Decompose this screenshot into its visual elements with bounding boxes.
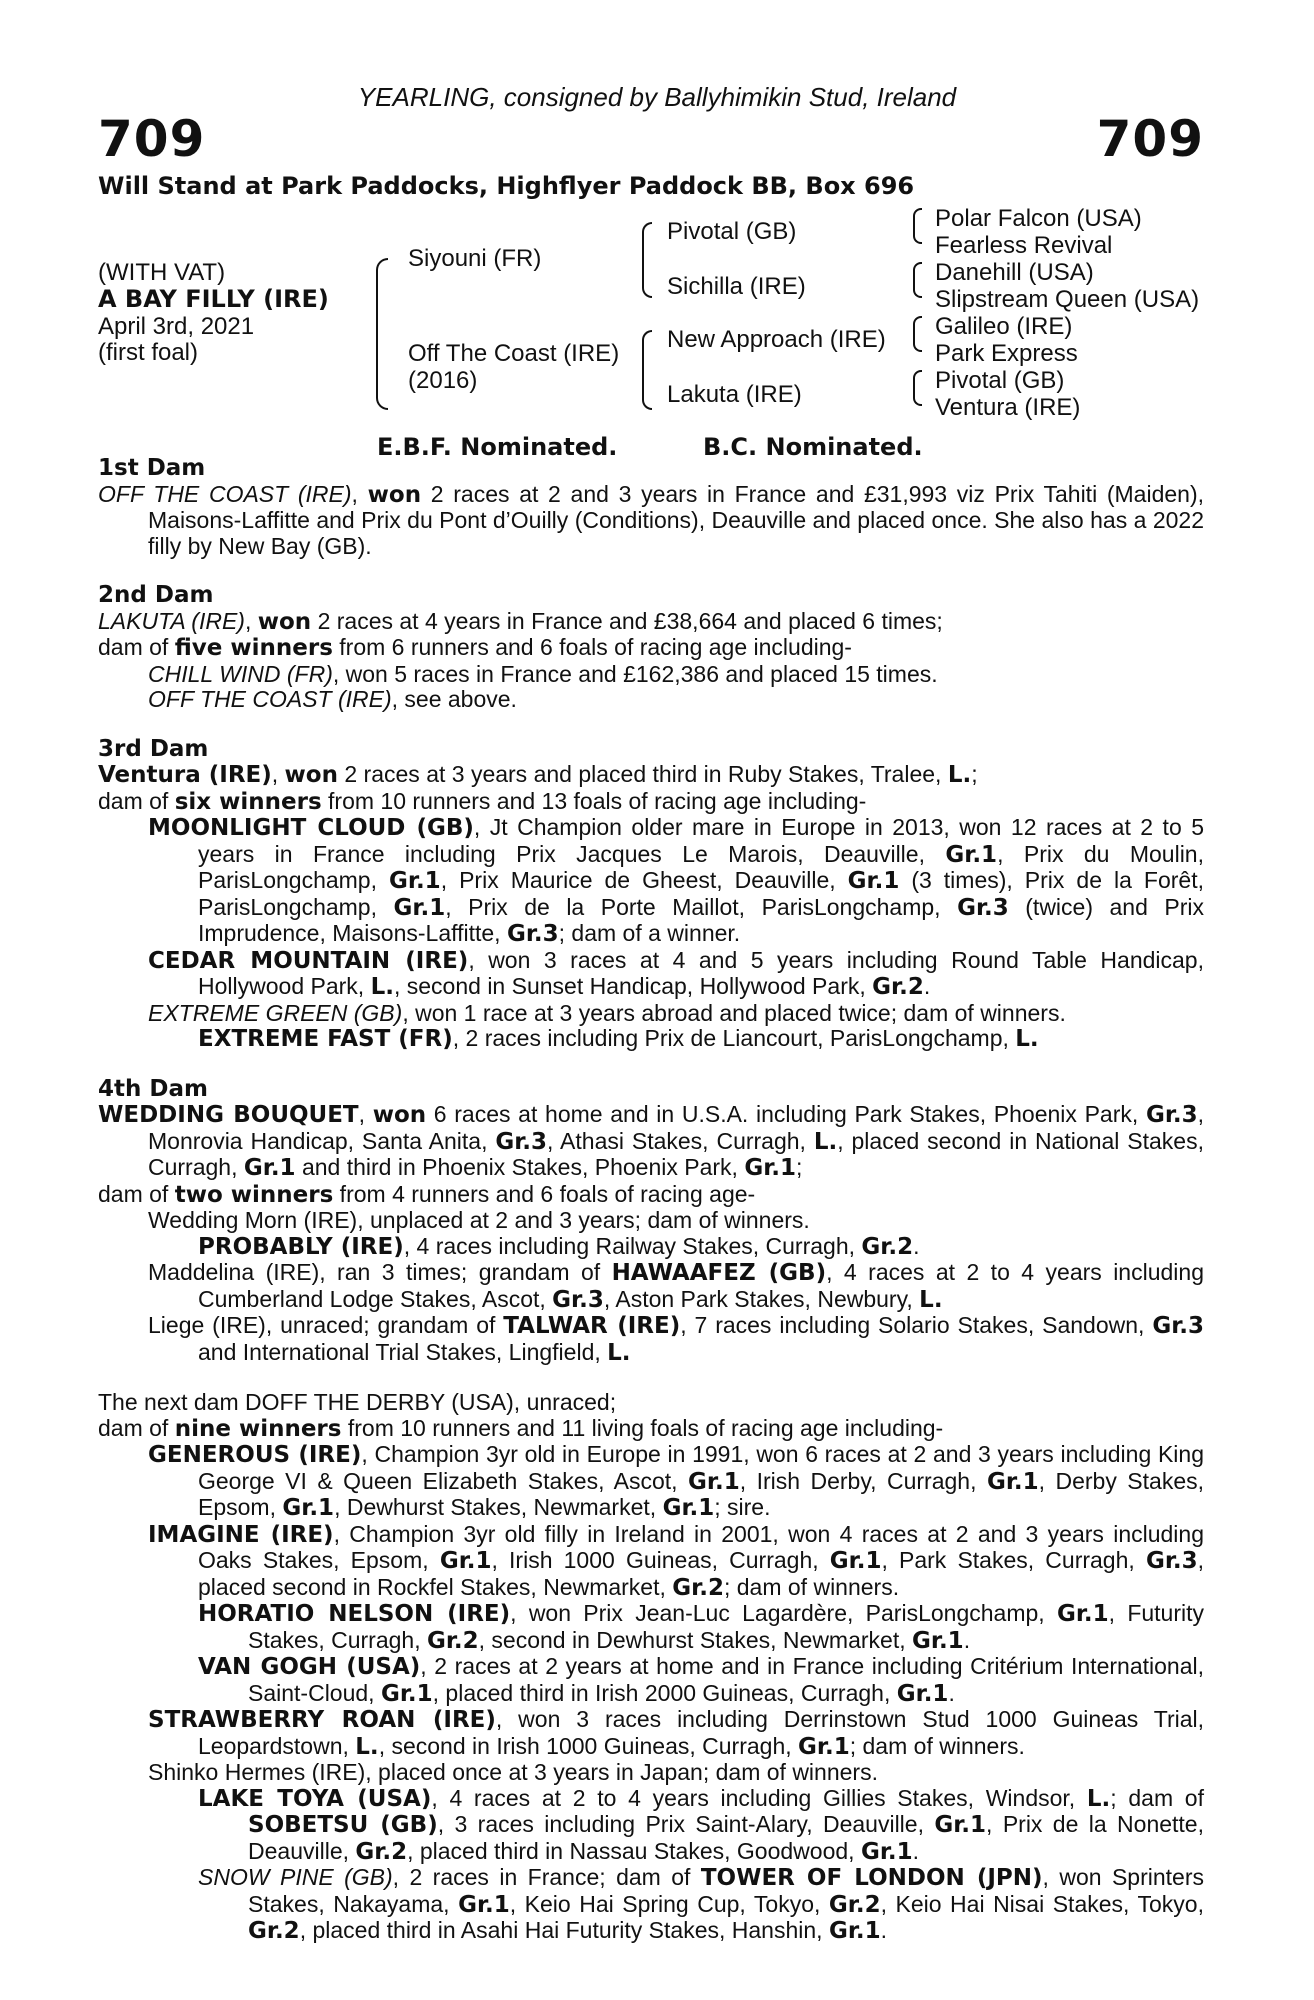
entry-text: , 2 races in France; dam of [392, 1864, 701, 1890]
pedigree-entry [98, 1522, 1204, 1602]
bold-text: L. [607, 1339, 631, 1366]
entry-text: The next dam DOFF THE DERBY (USA), unraced; [98, 1389, 617, 1415]
italic-text: EXTREME GREEN (GB) [148, 999, 403, 1026]
entry-text: , 2 races including Prix de Liancourt, ParisLongchamp, [452, 1025, 1016, 1051]
bold-text: Gr.1 [662, 1495, 715, 1521]
bold-text: TALWAR (IRE) [503, 1313, 681, 1339]
bold-text: Gr.1 [744, 1155, 797, 1181]
entry-text: , second in Irish 1000 Guineas, Curragh, [378, 1732, 799, 1759]
bold-text: Gr.1 [798, 1733, 850, 1760]
entry-text: , 3 races including Prix Saint-Alary, Deauville, [437, 1811, 935, 1837]
pedigree-entry [98, 1102, 1204, 1182]
bold-text: L. [1086, 1785, 1111, 1812]
entry-text: ; dam of winners. [723, 1573, 900, 1600]
entry-text: . [923, 973, 931, 999]
section-heading: 4th Dam [98, 1075, 208, 1102]
bold-text: Gr.1 [1056, 1601, 1109, 1627]
dam-name: Off The Coast (IRE) [408, 340, 620, 367]
bold-text: EXTREME FAST (FR) [198, 1026, 453, 1052]
pedigree-entry [98, 1390, 1204, 1416]
pedigree-entry [98, 1654, 1204, 1707]
entry-text: (3 times), Prix de la Forêt, ParisLongchamp, [198, 867, 1204, 920]
bold-text: TOWER OF LONDON (JPN) [700, 1865, 1043, 1891]
bold-text: six winners [174, 788, 322, 815]
entry-text: , Champion 3yr old in Europe in 1991, won 6 races at 2 and 3 years including King George VI & Queen Elizabeth Stakes, Ascot, [198, 1441, 1204, 1494]
pedigree-entry [98, 1313, 1204, 1366]
bold-text: Gr.3 [1145, 1102, 1198, 1128]
entry-text: , placed second in National Stakes, Curragh, [148, 1127, 1204, 1180]
pedigree-entry [98, 762, 1204, 789]
pedigree-brace-g2 [913, 262, 922, 298]
bold-text: Gr.3 [552, 1286, 604, 1313]
pedigree-brace-sire [642, 222, 652, 298]
entry-text: dam of [98, 787, 175, 814]
entry-text: and third in Phoenix Stakes, Phoenix Park, [295, 1154, 745, 1180]
entry-text: , [351, 480, 368, 507]
pedigree-entry [98, 1442, 1204, 1522]
entry-text: , Champion 3yr old filly in Ireland in 2001, won 4 races at 2 and 3 years including Oaks Stakes, Epsom, [198, 1520, 1204, 1573]
bold-text: PROBABLY (IRE) [198, 1233, 404, 1260]
entry-text: ; dam of [1110, 1784, 1204, 1811]
entry-text: , Prix du Moulin, ParisLongchamp, [198, 840, 1204, 893]
entry-text: , Aston Park Stakes, Newbury, [603, 1285, 920, 1312]
pedigree-entry [98, 1865, 1204, 1945]
bold-text: CEDAR MOUNTAIN (IRE) [148, 947, 469, 974]
bold-text: Gr.2 [861, 1233, 914, 1260]
entry-text: , 7 races including Solario Stakes, Sandown, [680, 1312, 1153, 1338]
bold-text: Gr.3 [506, 921, 559, 947]
bold-text: L. [919, 1286, 943, 1313]
bold-text: Gr.1 [282, 1495, 335, 1521]
bold-text: L. [355, 1733, 379, 1760]
bold-text: won [257, 608, 312, 635]
entry-text: , won 3 races including Derrinstown Stud 1000 Guineas Trial, Leopardstown, [198, 1706, 1205, 1759]
ebf-nomination: E.B.F. Nominated. [377, 433, 618, 461]
pedigree-entry [98, 635, 1204, 662]
entry-text: dam of [98, 1180, 175, 1207]
bold-text: IMAGINE (IRE) [148, 1521, 334, 1548]
entry-text: , Prix de la Porte Maillot, ParisLongchamp, [445, 893, 958, 920]
pedigree-entry [98, 482, 1204, 560]
entry-text: , won 1 race at 3 years abroad and placed twice; dam of winners. [402, 999, 1066, 1026]
bold-text: Gr.1 [860, 1838, 913, 1865]
bold-text: Gr.1 [829, 1548, 882, 1574]
bold-text: Gr.1 [828, 1918, 881, 1944]
entry-text: , 2 races at 2 years at home and in France including Critérium International, Saint-Cloud, [248, 1653, 1204, 1706]
consignment-header: YEARLING, consigned by Ballyhimikin Stud, Ireland [357, 82, 957, 112]
bold-text: GENEROUS (IRE) [148, 1442, 362, 1468]
ancestor-2: Fearless Revival [935, 232, 1113, 259]
lot-number-right: 709 [1096, 110, 1204, 168]
dam-sire-name: New Approach (IRE) [667, 326, 886, 353]
bold-text: won [372, 1102, 427, 1128]
pedigree-entry [98, 1001, 1204, 1027]
entry-text: . [880, 1917, 888, 1943]
entry-text: from 10 runners and 13 foals of racing age including- [321, 787, 867, 814]
bold-text: Gr.1 [380, 1680, 433, 1707]
entry-text: , Prix Maurice de Gheest, Deauville, [440, 867, 848, 893]
bold-text: Gr.3 [1152, 1313, 1204, 1339]
bold-text: L. [1015, 1026, 1039, 1052]
entry-text: , second in Dewhurst Stakes, Newmarket, [478, 1626, 912, 1653]
entry-text: , [271, 761, 285, 787]
pedigree-brace-g1 [913, 208, 922, 244]
bold-text: Gr.1 [439, 1548, 492, 1574]
bold-text: won [367, 481, 422, 508]
bold-text: Gr.1 [393, 894, 446, 921]
entry-text: , 4 races at 2 to 4 years including Cumberland Lodge Stakes, Ascot, [198, 1259, 1204, 1312]
entry-text: ; dam of winners. [849, 1732, 1025, 1759]
pedigree-entry [98, 609, 1204, 636]
bold-text: WEDDING BOUQUET [98, 1102, 359, 1128]
bold-text: Gr.2 [355, 1838, 408, 1865]
entry-text: , 4 races at 2 to 4 years including Gillies Stakes, Windsor, [431, 1784, 1087, 1811]
bold-text: L. [370, 974, 394, 1000]
entry-text: Wedding Morn (IRE), unplaced at 2 and 3 years; dam of winners. [148, 1207, 810, 1233]
entry-text: , see above. [391, 686, 517, 712]
pedigree-entry [98, 948, 1204, 1001]
entry-text: , second in Sunset Handicap, Hollywood Park, [393, 973, 873, 999]
bold-text: Ventura (IRE) [98, 762, 272, 788]
dam-dam-name: Lakuta (IRE) [667, 381, 802, 408]
bold-text: Gr.2 [872, 974, 924, 1000]
entry-text: . [913, 1232, 920, 1259]
entry-text: , placed third in Asahi Hai Futurity Stakes, Hanshin, [299, 1917, 829, 1943]
dam-section [98, 583, 1204, 713]
bold-text: VAN GOGH (USA) [198, 1654, 421, 1680]
section-heading: 1st Dam [98, 455, 206, 481]
bold-text: Gr.1 [934, 1812, 987, 1838]
entry-text: ; [971, 761, 978, 787]
bold-text: two winners [174, 1181, 334, 1208]
entry-text: , Prix de la Nonette, Deauville, [248, 1811, 1204, 1864]
italic-text: SNOW PINE (GB) [198, 1864, 393, 1890]
entry-text: , Irish Derby, Curragh, [739, 1467, 987, 1494]
entry-text: , won 5 races in France and £162,386 and placed 15 times. [332, 660, 938, 687]
pedigree-brace-g3 [913, 316, 922, 352]
bold-text: Gr.1 [847, 868, 900, 894]
entry-text: , Jt Champion older mare in Europe in 2013, won 12 races at 2 to 5 years in France including Prix Jacques Le Marois, Deauville, [198, 814, 1204, 867]
entry-text: , placed third in Irish 2000 Guineas, Curragh, [432, 1679, 897, 1706]
dam-section [98, 456, 1204, 559]
dam-section [98, 737, 1204, 1053]
ancestor-6: Park Express [935, 340, 1078, 367]
bold-text: Gr.3 [495, 1128, 548, 1155]
horse-name: A BAY FILLY (IRE) [98, 285, 329, 313]
bold-text: Gr.1 [986, 1468, 1039, 1495]
bold-text: HORATIO NELSON (IRE) [198, 1601, 511, 1627]
bold-text: HAWAAFEZ (GB) [611, 1260, 827, 1286]
stand-location: Will Stand at Park Paddocks, Highflyer Paddock BB, Box 696 [98, 172, 915, 200]
entry-text: ; dam of a winner. [558, 920, 741, 946]
pedigree-entry [98, 1707, 1204, 1760]
entry-text: , Keio Hai Nisai Stakes, Tokyo, [880, 1890, 1204, 1917]
bold-text: Gr.3 [957, 894, 1009, 921]
entry-text: Liege (IRE), unraced; grandam of [148, 1312, 504, 1338]
bold-text: Gr.2 [828, 1891, 881, 1918]
entry-text: , Derby Stakes, Epsom, [198, 1467, 1205, 1520]
pedigree-entry [98, 1601, 1204, 1654]
entry-text: , 4 races including Railway Stakes, Curragh, [403, 1232, 862, 1259]
bold-text: Gr.1 [243, 1155, 296, 1181]
entry-text: 2 races at 3 years and placed third in Ruby Stakes, Tralee, [337, 761, 948, 787]
bold-text: nine winners [174, 1415, 342, 1442]
italic-text: CHILL WIND (FR) [148, 660, 333, 687]
pedigree-brace-dam [642, 330, 652, 410]
entry-text: , Park Stakes, Curragh, [881, 1547, 1146, 1573]
bold-text: Gr.1 [688, 1468, 740, 1495]
entry-text: , won 3 races at 4 and 5 years including Round Table Handicap, Hollywood Park, [198, 946, 1204, 999]
entry-text: 2 races at 4 years in France and £38,664 and placed 6 times; [311, 607, 943, 634]
bold-text: Gr.2 [248, 1918, 300, 1944]
section-heading: 3rd Dam [98, 735, 209, 762]
entry-text: , Futurity Stakes, Curragh, [248, 1600, 1205, 1653]
bold-text: won [284, 762, 338, 788]
entry-text: . [912, 1837, 920, 1864]
entry-text: dam of [98, 634, 175, 660]
bold-text: Gr.1 [458, 1891, 510, 1918]
pedigree-brace-main [376, 258, 388, 410]
entry-text: Shinko Hermes (IRE), placed once at 3 years in Japan; dam of winners. [148, 1759, 878, 1785]
section-heading: 2nd Dam [98, 582, 214, 608]
entry-text: from 6 runners and 6 foals of racing age including- [332, 634, 852, 660]
pedigree-entry [98, 1416, 1204, 1443]
entry-text: from 10 runners and 11 living foals of racing age including- [341, 1414, 944, 1441]
foal-note: (first foal) [98, 339, 199, 366]
sire-name: Siyouni (FR) [408, 245, 542, 272]
italic-text: LAKUTA (IRE) [98, 607, 245, 634]
entry-text: (twice) and Prix Imprudence, Maisons-Laffitte, [198, 893, 1204, 946]
ancestor-3: Danehill (USA) [935, 259, 1094, 286]
bold-text: L. [947, 762, 972, 788]
entry-text: , Keio Hai Spring Cup, Tokyo, [509, 1890, 829, 1917]
entry-text: Maddelina (IRE), ran 3 times; grandam of [148, 1259, 612, 1285]
dam-section [98, 1077, 1204, 1367]
pedigree-entry [98, 1786, 1204, 1866]
entry-text: , won Sprinters Stakes, Nakayama, [248, 1864, 1204, 1917]
entry-text: , [358, 1101, 373, 1127]
bold-text: Gr.1 [389, 868, 441, 894]
pedigree-entry [98, 1182, 1204, 1209]
bold-text: STRAWBERRY ROAN (IRE) [148, 1707, 496, 1733]
sire-dam-name: Sichilla (IRE) [667, 273, 806, 300]
italic-text: OFF THE COAST (IRE) [98, 480, 352, 507]
entry-text: , Athasi Stakes, Curragh, [547, 1127, 814, 1154]
ancestor-5: Galileo (IRE) [935, 313, 1073, 340]
italic-text: OFF THE COAST (IRE) [148, 686, 392, 712]
ancestor-4: Slipstream Queen (USA) [935, 286, 1200, 313]
pedigree-entry [98, 687, 1204, 713]
entry-text: , placed third in Nassau Stakes, Goodwood, [407, 1837, 861, 1864]
dam-year: (2016) [408, 367, 478, 394]
bc-nomination: B.C. Nominated. [703, 433, 923, 461]
pedigree-entry [98, 662, 1204, 688]
entry-text: , Irish 1000 Guineas, Curragh, [491, 1547, 830, 1573]
entry-text: dam of [98, 1414, 175, 1441]
bold-text: Gr.2 [426, 1627, 479, 1654]
bold-text: Gr.1 [945, 841, 998, 868]
vat-note: (WITH VAT) [98, 259, 226, 286]
sire-sire-name: Pivotal (GB) [667, 218, 797, 245]
ancestor-8: Ventura (IRE) [935, 394, 1081, 421]
entry-text: from 4 runners and 6 foals of racing age- [333, 1180, 756, 1207]
ancestor-1: Polar Falcon (USA) [935, 205, 1142, 232]
foaling-date: April 3rd, 2021 [98, 313, 255, 340]
entry-text: ; [796, 1154, 803, 1180]
bold-text: MOONLIGHT CLOUD (GB) [148, 815, 474, 841]
entry-text: , Dewhurst Stakes, Newmarket, [334, 1494, 663, 1520]
pedigree-entry [98, 1026, 1204, 1053]
pedigree-notes [98, 456, 1204, 1945]
pedigree-brace-g4 [913, 370, 922, 406]
entry-text: 2 races at 2 and 3 years in France and £31,993 viz Prix Tahiti (Maiden), Maisons-Laffitte and Prix du Pont d’Ouilly (Conditions), Deauville and placed once. She also has a 2022 filly by New Bay (GB). [148, 480, 1205, 559]
bold-text: Gr.1 [912, 1627, 964, 1654]
pedigree-entry [98, 789, 1204, 816]
entry-text: . [948, 1679, 955, 1706]
entry-text: and International Trial Stakes, Lingfield, [198, 1338, 608, 1365]
entry-text: , placed second in Rockfel Stakes, Newmarket, [198, 1547, 1205, 1600]
bold-text: five winners [174, 635, 333, 661]
entry-text: 6 races at home and in U.S.A. including Park Stakes, Phoenix Park, [426, 1101, 1146, 1127]
entry-text: ; sire. [714, 1494, 771, 1520]
pedigree-entry [98, 1208, 1204, 1234]
bold-text: Gr.3 [1145, 1548, 1198, 1574]
bold-text: SOBETSU (GB) [248, 1812, 438, 1838]
bold-text: LAKE TOYA (USA) [198, 1785, 432, 1812]
pedigree-entry [98, 1760, 1204, 1786]
pedigree-entry [98, 1260, 1204, 1313]
entry-text: . [963, 1626, 971, 1653]
pedigree-entry [98, 1234, 1204, 1261]
pedigree-entry [98, 815, 1204, 948]
bold-text: L. [813, 1128, 838, 1155]
lot-number-left: 709 [98, 110, 206, 168]
ancestor-7: Pivotal (GB) [935, 367, 1065, 394]
dam-section [98, 1390, 1204, 1945]
bold-text: Gr.1 [896, 1680, 949, 1707]
entry-text: , Monrovia Handicap, Santa Anita, [148, 1101, 1205, 1154]
bold-text: Gr.2 [672, 1574, 724, 1601]
entry-text: , [244, 607, 258, 634]
entry-text: , won Prix Jean-Luc Lagardère, ParisLongchamp, [510, 1600, 1057, 1626]
